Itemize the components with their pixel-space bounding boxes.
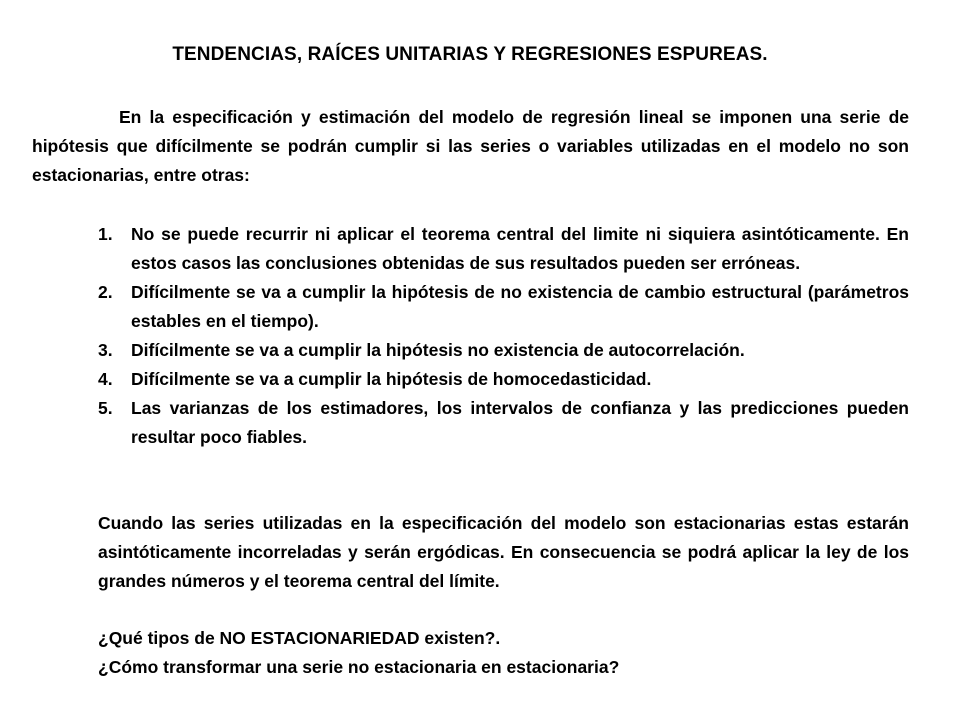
list-item [98, 394, 909, 452]
slide-title: TENDENCIAS, RAÍCES UNITARIAS Y REGRESIONES ESPUREAS. [172, 44, 768, 65]
list-text: Las varianzas de los estimadores, los intervalos de confianza y las predicciones pueden resultar poco fiables. [131, 398, 909, 447]
question-1: ¿Qué tipos de NO ESTACIONARIEDAD existen?. [98, 628, 501, 648]
list-number: 1. [98, 224, 113, 244]
list-text: Difícilmente se va a cumplir la hipótesis de no existencia de cambio estructural (parámetros estables en el tiempo). [131, 282, 909, 331]
list-text: Difícilmente se va a cumplir la hipótesis no existencia de autocorrelación. [131, 340, 745, 360]
list-text: No se puede recurrir ni aplicar el teorema central del limite ni siquiera asintóticamente. En estos casos las conclusiones obtenidas de sus resultados pueden ser erróneas. [131, 224, 909, 273]
hypothesis-list [98, 220, 909, 452]
list-item [98, 336, 909, 365]
list-item [98, 278, 909, 336]
question-2: ¿Cómo transformar una serie no estacionaria en estacionaria? [98, 657, 620, 677]
conclusion-paragraph: Cuando las series utilizadas en la especificación del modelo son estacionarias estas estarán asintóticamente incorreladas y serán ergódicas. En consecuencia se podrá aplicar la ley de los grandes números y el teorema central del límite. [98, 513, 909, 591]
list-number: 4. [98, 369, 113, 389]
list-item [98, 365, 909, 394]
list-number: 5. [98, 398, 113, 418]
list-text: Difícilmente se va a cumplir la hipótesis de homocedasticidad. [131, 369, 652, 389]
list-number: 3. [98, 340, 113, 360]
list-item [98, 220, 909, 278]
list-number: 2. [98, 282, 113, 302]
intro-paragraph: En la especificación y estimación del modelo de regresión lineal se imponen una serie de hipótesis que difícilmente se podrán cumplir si las series o variables utilizadas en el modelo no son estacionarias, entre otras: [32, 107, 909, 185]
